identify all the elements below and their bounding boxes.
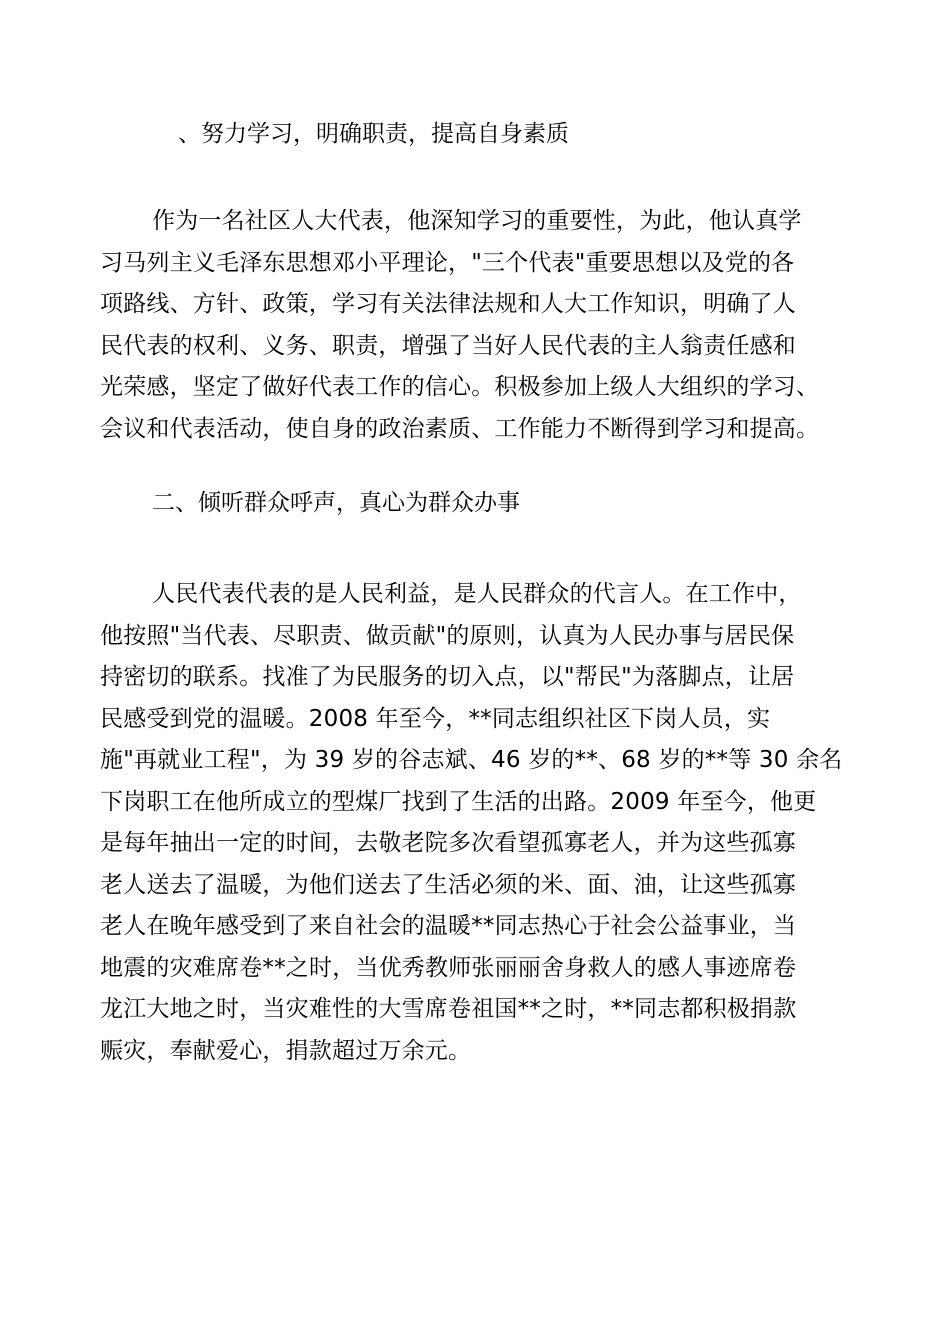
paragraph-line: 老人在晚年感受到了来自社会的温暖**同志热心于社会公益事业，当 [100,913,797,939]
paragraph-line: 地震的灾难席卷**之时，当优秀教师张丽丽舍身救人的感人事迹席卷 [100,954,797,981]
paragraph-line: 人民代表代表的是人民利益，是人民群众的代言人。在工作中， [152,581,802,607]
section-2-heading: 二、倾听群众呼声，真心为群众办事 [152,490,520,516]
section-2-paragraph [100,574,860,1072]
paragraph-line: 赈灾，奉献爱心，捐款超过万余元。 [100,1037,472,1064]
paragraph-line: 施"再就业工程"，为 39 岁的谷志斌、46 岁的**、68 岁的**等 30 余名 [100,747,843,773]
paragraph-line: 会议和代表活动，使自身的政治素质、工作能力不断得到学习和提高。 [100,415,820,442]
paragraph-line: 民代表的权利、义务、职责，增强了当好人民代表的主人翁责任感和 [100,332,796,359]
paragraph-line: 他按照"当代表、尽职责、做贡献"的原则，认真为人民办事与居民保 [100,622,795,649]
paragraph-line: 光荣感，坚定了做好代表工作的信心。积极参加上级人大组织的学习、 [100,374,820,400]
paragraph-line: 项路线、方针、政策，学习有关法律法规和人大工作知识，明确了人 [100,291,796,317]
paragraph-line: 龙江大地之时，当灾难性的大雪席卷祖国**之时，**同志都积极捐款 [100,996,797,1022]
paragraph-line: 下岗职工在他所成立的型煤厂找到了生活的出路。2009 年至今，他更 [100,788,817,815]
paragraph-line: 民感受到党的温暖。2008 年至今，**同志组织社区下岗人员，实 [100,705,771,732]
paragraph-line: 是每年抽出一定的时间，去敬老院多次看望孤寡老人，并为这些孤寡 [100,830,796,856]
paragraph-line: 习马列主义毛泽东思想邓小平理论，"三个代表"重要思想以及党的各 [100,249,795,276]
paragraph-line: 作为一名社区人大代表，他深知学习的重要性，为此，他认真学 [152,208,802,234]
paragraph-line: 持密切的联系。找准了为民服务的切入点，以"帮民"为落脚点，让居 [100,664,795,690]
section-1-paragraph [100,201,860,450]
section-1-heading: 、努力学习，明确职责，提高自身素质 [178,121,569,147]
paragraph-line: 老人送去了温暖，为他们送去了生活必须的米、面、油，让这些孤寡 [100,871,796,898]
